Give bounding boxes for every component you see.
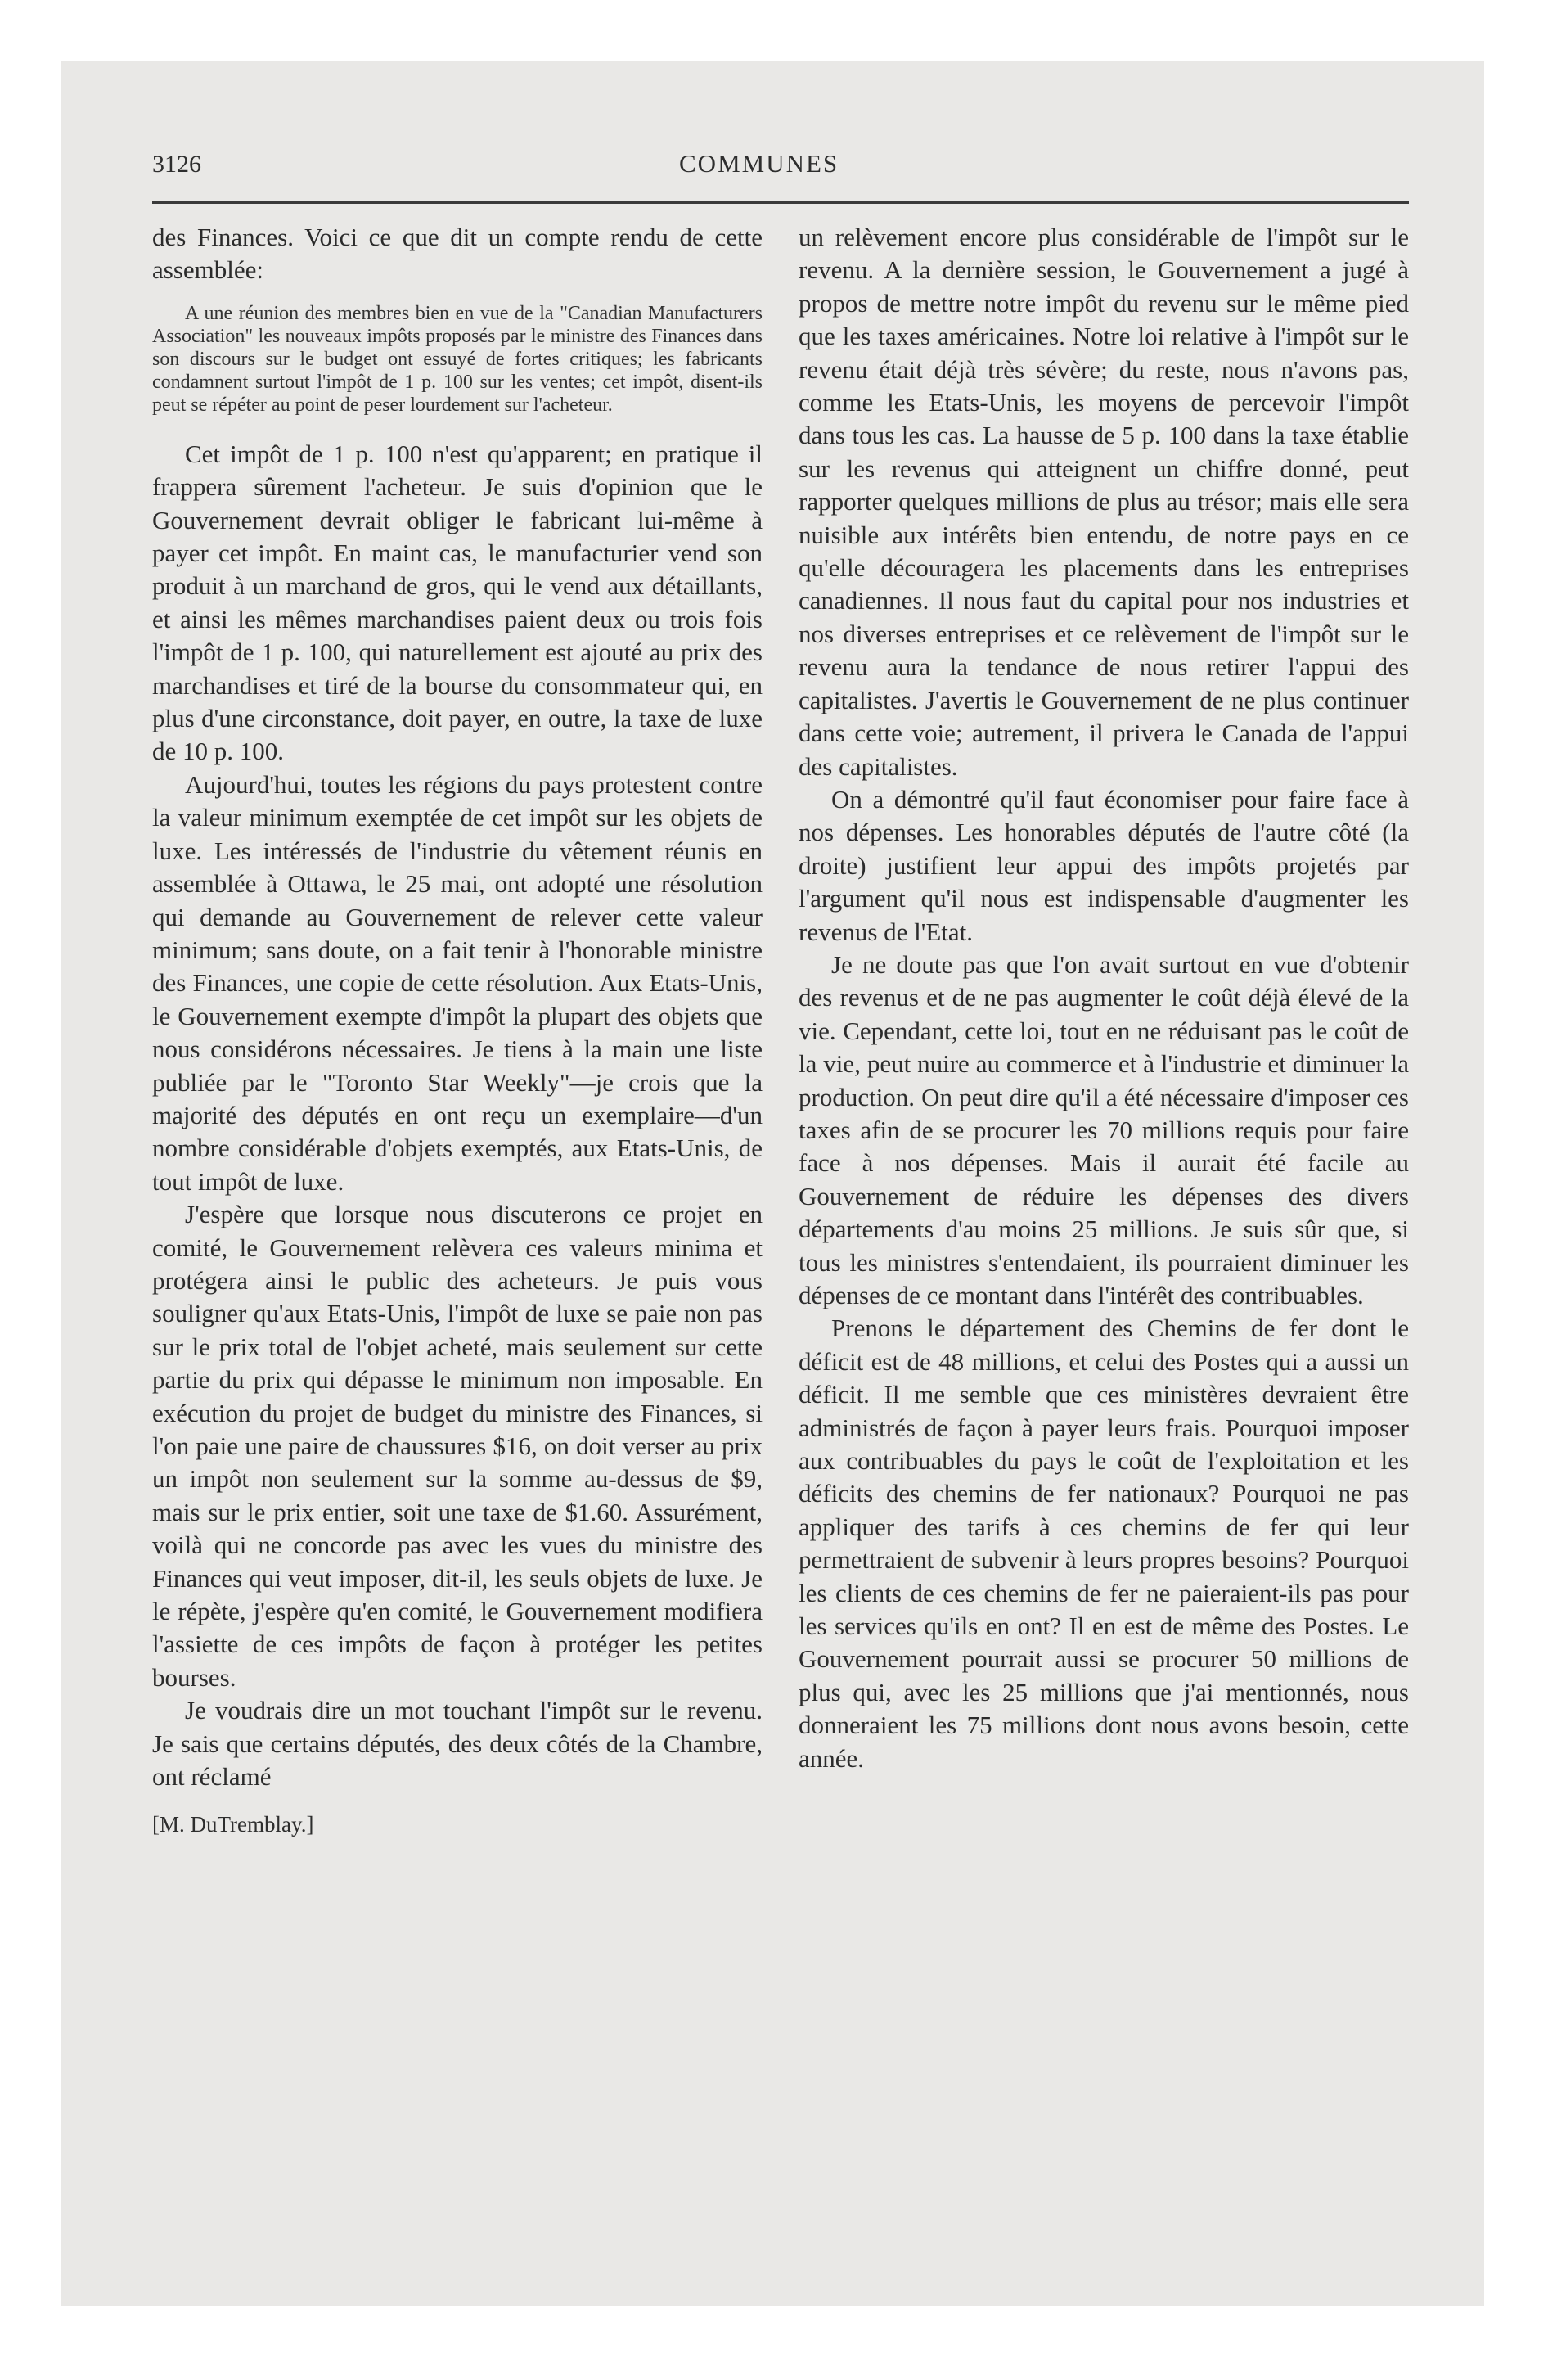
paragraph: un relèvement encore plus considérable de l'impôt sur le revenu. A la dernière session, le Gouvernement a jugé à propos de mettre notre impôt du revenu sur le même pied que les taxes américaines. Notre loi relative à l'impôt sur le revenu était déjà très sévère; du reste, nous n'avons pas, comme les Etats-Unis, les moyens de percevoir l'impôt dans tous les cas. La hausse de 5 p. 100 dans la taxe établie sur les revenus qui atteignent un chiffre donné, peut rapporter quelques millions de plus au trésor; mais elle sera nuisible aux intérêts bien entendu, de notre pays en ce qu'elle découragera les placements dans les entreprises canadiennes. Il nous faut du capital pour nos industries et nos diverses entreprises et ce relèvement de l'impôt sur le revenu aura la tendance de nous retirer l'appui des capitalistes. J'avertis le Gouvernement de ne plus continuer dans cette voie; autrement, il privera le Canada de l'appui des capitalistes. <box>799 223 1409 781</box>
header-rule <box>152 201 1409 204</box>
running-title: COMMUNES <box>679 149 839 178</box>
paragraph: On a démontré qu'il faut économiser pour faire face à nos dépenses. Les honorables députés de l'autre côté (la droite) justifient leur appui des impôts projetés par l'argument qu'il nous est indispensable d'augmenter les revenus de l'Etat. <box>799 784 1409 946</box>
paragraph: Aujourd'hui, toutes les régions du pays protestent contre la valeur minimum exemptée de cet impôt sur les objets de luxe. Les intéressés de l'industrie du vêtement réunis en assemblée à Ottawa, le 25 mai, ont adopté une résolution qui demande au Gouvernement de relever cette valeur minimum; sans doute, on a fait tenir à l'honorable ministre des Finances, une copie de cette résolution. Aux Etats-Unis, le Gouvernement exempte d'impôt la plupart des objets que nous considérons nécessaires. Je tiens à la main une liste publiée par le "Toronto Star Weekly"—je crois que la majorité des députés en ont reçu un exemplaire—d'un nombre considérable d'objets exemptés, aux Etats-Unis, de tout impôt de luxe. <box>152 769 763 1196</box>
speaker-signature: [M. DuTremblay.] <box>152 1812 314 1837</box>
paragraph: des Finances. Voici ce que dit un compte rendu de cette assemblée: <box>152 223 763 285</box>
paragraph: Prenons le département des Chemins de fer dont le déficit est de 48 millions, et celui des Postes qui a aussi un déficit. Il me semble que ces ministères devraient être administrés de façon à payer leurs frais. Pourquoi imposer aux contribuables du pays le coût de l'exploitation et les déficits des chemins de fer nationaux? Pourquoi ne pas appliquer des tarifs à ces chemins de fer qui leur permettraient de subvenir à leurs propres besoins? Pourquoi les clients de ces chemins de fer ne paieraient-ils pas pour les services qu'ils en ont? Il en est de même des Postes. Le Gouvernement pourrait aussi se procurer 50 millions de plus qui, avec les 25 millions que j'ai mentionnés, nous donneraient les 75 millions dont nous avons besoin, cette année. <box>799 1314 1409 1773</box>
page-number: 3126 <box>152 151 201 178</box>
paragraph: J'espère que lorsque nous discuterons ce projet en comité, le Gouvernement relèvera ces valeurs minima et protégera ainsi le public des acheteurs. Je puis vous souligner qu'aux Etats-Unis, l'impôt de luxe se paie non pas sur le prix total de l'objet acheté, mais seulement sur cette partie du prix qui dépasse le minimum non imposable. En exécution du projet de budget du ministre des Finances, si l'on paie une paire de chaussures $16, on doit verser au prix un impôt non seulement sur la somme au-dessus de $9, mais sur le prix entier, soit une taxe de $1.60. Assurément, voilà qui ne concorde pas avec les vues du ministre des Finances qui veut imposer, dit-il, les seuls objets de luxe. Je le répète, j'espère qu'en comité, le Gouvernement modifiera l'assiette de ces impôts de façon à protéger les petites bourses. <box>152 1200 763 1692</box>
left-column <box>152 221 763 1841</box>
paragraph: Je voudrais dire un mot touchant l'impôt sur le revenu. Je sais que certains députés, des deux côtés de la Chambre, ont réclamé <box>152 1696 763 1792</box>
paragraph: Cet impôt de 1 p. 100 n'est qu'apparent; en pratique il frappera sûrement l'acheteur. Je suis d'opinion que le Gouvernement devrait obliger le fabricant lui-même à payer cet impôt. En maint cas, le manufacturier vend son produit à un marchand de gros, qui le vend aux détaillants, et ainsi les mêmes marchandises paient deux ou trois fois l'impôt de 1 p. 100, qui naturellement est ajouté au prix des marchandises et tiré de la bourse du consommateur qui, en plus d'une circonstance, doit payer, en outre, la taxe de luxe de 10 p. 100. <box>152 439 763 766</box>
right-column <box>799 221 1409 1775</box>
block-quote: A une réunion des membres bien en vue de la "Canadian Manufacturers Association" les nouveaux impôts proposés par le ministre des Finances dans son discours sur le budget ont essuyé de fortes critiques; les fabricants condamnent surtout l'impôt de 1 p. 100 sur les ventes; cet impôt, disent-ils peut se répéter au point de peser lourdement sur l'acheteur. <box>152 302 763 416</box>
paragraph: Je ne doute pas que l'on avait surtout en vue d'obtenir des revenus et de ne pas augmenter le coût déjà élevé de la vie. Cependant, cette loi, tout en ne réduisant pas le coût de la vie, peut nuire au commerce et à l'industrie et diminuer la production. On peut dire qu'il a été nécessaire d'imposer ces taxes afin de se procurer les 70 millions requis pour faire face à nos dépenses. Mais il aurait été facile au Gouvernement de réduire les dépenses des divers départements d'au moins 25 millions. Je suis sûr que, si tous les ministres s'entendaient, ils pourraient diminuer les dépenses de ce montant dans l'intérêt des contribuables. <box>799 949 1409 1309</box>
